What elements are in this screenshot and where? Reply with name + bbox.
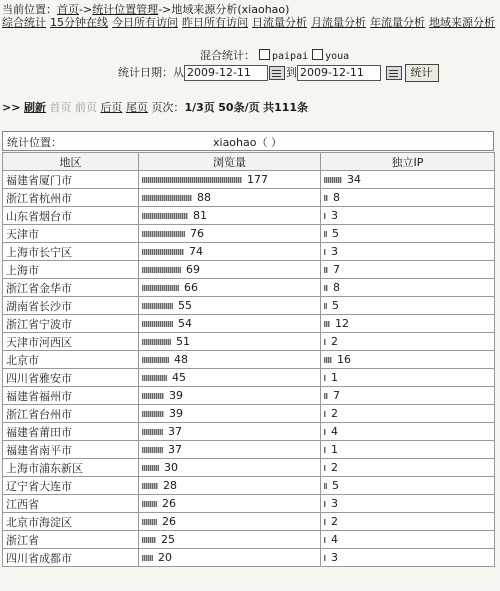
ip-bar (324, 213, 326, 219)
views-bar (142, 429, 163, 435)
breadcrumb-sep: -> (158, 3, 172, 16)
views-value: 48 (174, 353, 188, 366)
nav-region-source[interactable]: 地域来源分析 (429, 16, 495, 29)
table-header-row (3, 153, 495, 171)
prev-page-link[interactable]: 前页 (74, 101, 97, 114)
cell-region: 北京市海淀区 (3, 513, 139, 531)
cell-views (139, 189, 321, 207)
breadcrumb-prefix: 当前位置： (2, 3, 57, 16)
table-row (3, 495, 495, 513)
table-row (3, 189, 495, 207)
cell-ip (321, 495, 495, 513)
cell-ip (321, 549, 495, 567)
views-bar (142, 375, 167, 381)
cell-views (139, 405, 321, 423)
cell-region: 浙江省台州市 (3, 405, 139, 423)
cell-region: 湖南省长沙市 (3, 297, 139, 315)
ip-value: 1 (331, 443, 338, 456)
ip-value: 2 (331, 335, 338, 348)
breadcrumb-sep: -> (79, 3, 93, 16)
views-value: 20 (158, 551, 172, 564)
ip-bar (324, 321, 330, 327)
cell-region: 浙江省金华市 (3, 279, 139, 297)
ip-bar (324, 357, 332, 363)
ip-value: 5 (332, 227, 339, 240)
date-from-input[interactable]: 2009-12-11 (184, 65, 268, 81)
views-value: 26 (162, 515, 176, 528)
ip-value: 3 (331, 551, 338, 564)
cell-views (139, 549, 321, 567)
table-row (3, 315, 495, 333)
pager-prefix: >> (2, 101, 21, 114)
views-bar (142, 411, 164, 417)
views-bar (142, 339, 171, 345)
cell-ip (321, 477, 495, 495)
ip-value: 8 (333, 191, 340, 204)
views-bar (142, 285, 179, 291)
ip-bar (324, 303, 327, 309)
views-bar (142, 501, 157, 507)
table-row (3, 225, 495, 243)
cell-ip (321, 261, 495, 279)
views-bar (142, 555, 153, 561)
cell-region: 四川省雅安市 (3, 369, 139, 387)
cell-ip (321, 189, 495, 207)
cell-views (139, 423, 321, 441)
stats-nav (2, 14, 499, 30)
cell-views (139, 315, 321, 333)
cell-region: 山东省烟台市 (3, 207, 139, 225)
views-value: 26 (162, 497, 176, 510)
ip-value: 4 (331, 533, 338, 546)
ip-bar (324, 177, 342, 183)
cell-ip (321, 531, 495, 549)
views-bar (142, 231, 185, 237)
ip-bar (324, 231, 327, 237)
date-range (118, 64, 439, 82)
table-row (3, 441, 495, 459)
ip-bar (324, 267, 328, 273)
ip-bar (324, 465, 326, 471)
cell-region: 浙江省杭州市 (3, 189, 139, 207)
cell-region: 上海市 (3, 261, 139, 279)
table-row (3, 477, 495, 495)
ip-value: 2 (331, 515, 338, 528)
ip-bar (324, 195, 328, 201)
cell-region: 浙江省 (3, 531, 139, 549)
cell-ip (321, 315, 495, 333)
cell-region: 福建省莆田市 (3, 423, 139, 441)
nav-summary[interactable]: 综合统计 (2, 16, 46, 29)
table-body (3, 171, 495, 567)
cell-region: 天津市河西区 (3, 333, 139, 351)
region-table (2, 152, 495, 567)
ip-bar (324, 501, 326, 507)
cell-region: 福建省厦门市 (3, 171, 139, 189)
cell-region: 上海市浦东新区 (3, 459, 139, 477)
ip-bar (324, 375, 326, 381)
ip-bar (324, 519, 326, 525)
cell-views (139, 387, 321, 405)
views-value: 55 (178, 299, 192, 312)
views-value: 69 (186, 263, 200, 276)
cell-region: 四川省成都市 (3, 549, 139, 567)
ip-value: 2 (331, 461, 338, 474)
views-bar (142, 465, 159, 471)
ip-value: 7 (333, 389, 340, 402)
views-value: 74 (189, 245, 203, 258)
views-bar (142, 357, 169, 363)
views-bar (142, 447, 163, 453)
ip-bar (324, 447, 326, 453)
views-value: 76 (190, 227, 204, 240)
cell-views (139, 279, 321, 297)
cell-ip (321, 513, 495, 531)
breadcrumb-current: 地域来源分析(xiaohao) (171, 3, 290, 16)
nav-yesterday-visits[interactable]: 昨日所有访问 (182, 16, 248, 29)
page-info-label: 页次： (151, 101, 185, 114)
ip-bar (324, 411, 326, 417)
cell-views (139, 351, 321, 369)
views-bar (142, 537, 156, 543)
views-value: 81 (193, 209, 207, 222)
location-value: xiaohao（ ） (213, 136, 282, 149)
ip-value: 8 (333, 281, 340, 294)
nav-daily-traffic[interactable]: 日流量分析 (252, 16, 307, 29)
submit-button[interactable]: 统计 (405, 64, 439, 82)
table-row (3, 549, 495, 567)
table-row (3, 459, 495, 477)
views-value: 39 (169, 407, 183, 420)
views-value: 37 (168, 443, 182, 456)
table-row (3, 387, 495, 405)
checkbox-youa-label: youa (325, 51, 350, 62)
table-row (3, 513, 495, 531)
cell-ip (321, 405, 495, 423)
last-page-link[interactable]: 尾页 (125, 101, 148, 114)
breadcrumb-home-link[interactable]: 首页 (57, 3, 79, 16)
ip-bar (324, 249, 326, 255)
checkbox-paipai[interactable] (259, 49, 270, 60)
header-unique-ip: 独立IP (321, 153, 495, 171)
nav-today-visits[interactable]: 今日所有访问 (112, 16, 178, 29)
date-to-input[interactable]: 2009-12-11 (297, 65, 381, 81)
table-row (3, 333, 495, 351)
nav-yearly-traffic[interactable]: 年流量分析 (370, 16, 425, 29)
table-row (3, 405, 495, 423)
ip-value: 2 (331, 407, 338, 420)
ip-value: 3 (331, 209, 338, 222)
mix-stats (200, 47, 349, 63)
date-label: 统计日期：从 (118, 66, 184, 79)
cell-region: 北京市 (3, 351, 139, 369)
cell-ip (321, 279, 495, 297)
mix-label: 混合统计： (200, 49, 255, 62)
views-value: 28 (163, 479, 177, 492)
table-row (3, 369, 495, 387)
breadcrumb-parent-link[interactable]: 统计位置管理 (92, 3, 159, 16)
cell-region: 天津市 (3, 225, 139, 243)
ip-bar (324, 555, 326, 561)
views-value: 37 (168, 425, 182, 438)
ip-value: 4 (331, 425, 338, 438)
cell-ip (321, 171, 495, 189)
pager (2, 99, 308, 115)
cell-ip (321, 243, 495, 261)
cell-views (139, 261, 321, 279)
first-page-link[interactable]: 首页 (49, 101, 72, 114)
ip-bar (324, 483, 327, 489)
ip-bar (324, 393, 328, 399)
table-row (3, 423, 495, 441)
next-page-link[interactable]: 后页 (100, 101, 123, 114)
cell-views (139, 477, 321, 495)
views-value: 88 (197, 191, 211, 204)
cell-region: 福建省南平市 (3, 441, 139, 459)
cell-views (139, 459, 321, 477)
views-bar (142, 303, 173, 309)
table-row (3, 243, 495, 261)
checkbox-paipai-label: paipai (272, 51, 309, 62)
calendar-icon[interactable] (386, 66, 402, 80)
views-bar (142, 321, 173, 327)
ip-value: 1 (331, 371, 338, 384)
views-value: 177 (247, 173, 268, 186)
ip-bar (324, 537, 326, 543)
cell-views (139, 513, 321, 531)
views-bar (142, 483, 158, 489)
views-value: 39 (169, 389, 183, 402)
cell-ip (321, 351, 495, 369)
cell-ip (321, 297, 495, 315)
refresh-link[interactable]: 刷新 (23, 101, 46, 114)
views-value: 25 (161, 533, 175, 546)
cell-views (139, 297, 321, 315)
ip-value: 7 (333, 263, 340, 276)
header-views: 浏览量 (139, 153, 321, 171)
cell-views (139, 225, 321, 243)
location-row (2, 131, 494, 151)
cell-ip (321, 225, 495, 243)
views-value: 54 (178, 317, 192, 330)
cell-views (139, 495, 321, 513)
nav-online-15min[interactable]: 15分钟在线 (50, 16, 108, 29)
cell-ip (321, 423, 495, 441)
table-row (3, 207, 495, 225)
cell-views (139, 531, 321, 549)
per-page: 50条/页 (218, 101, 260, 114)
checkbox-youa[interactable] (312, 49, 323, 60)
cell-ip (321, 369, 495, 387)
ip-value: 16 (337, 353, 351, 366)
ip-bar (324, 339, 326, 345)
cell-views (139, 171, 321, 189)
views-bar (142, 519, 157, 525)
ip-bar (324, 429, 326, 435)
date-to-label: 到 (286, 66, 297, 79)
table-row (3, 279, 495, 297)
ip-value: 34 (347, 173, 361, 186)
cell-views (139, 441, 321, 459)
total-count: 共111条 (263, 101, 309, 114)
cell-region: 福建省福州市 (3, 387, 139, 405)
cell-ip (321, 207, 495, 225)
cell-region: 浙江省宁波市 (3, 315, 139, 333)
views-value: 30 (164, 461, 178, 474)
ip-value: 5 (332, 479, 339, 492)
views-bar (142, 249, 184, 255)
cell-ip (321, 441, 495, 459)
cell-ip (321, 387, 495, 405)
views-bar (142, 213, 188, 219)
views-value: 51 (176, 335, 190, 348)
page-info-value: 1/3页 (184, 101, 215, 114)
cell-ip (321, 459, 495, 477)
views-bar (142, 195, 192, 201)
cell-views (139, 369, 321, 387)
nav-monthly-traffic[interactable]: 月流量分析 (311, 16, 366, 29)
views-value: 66 (184, 281, 198, 294)
calendar-icon[interactable] (269, 66, 285, 80)
views-bar (142, 177, 242, 183)
ip-value: 5 (332, 299, 339, 312)
table-row (3, 261, 495, 279)
ip-value: 3 (331, 245, 338, 258)
cell-views (139, 333, 321, 351)
table-row (3, 297, 495, 315)
table-row (3, 171, 495, 189)
table-row (3, 351, 495, 369)
header-region: 地区 (3, 153, 139, 171)
ip-value: 12 (335, 317, 349, 330)
cell-region: 江西省 (3, 495, 139, 513)
views-bar (142, 393, 164, 399)
table-row (3, 531, 495, 549)
views-value: 45 (172, 371, 186, 384)
views-bar (142, 267, 181, 273)
cell-region: 上海市长宁区 (3, 243, 139, 261)
cell-views (139, 207, 321, 225)
cell-ip (321, 333, 495, 351)
ip-bar (324, 285, 328, 291)
location-label: 统计位置： (7, 136, 62, 149)
cell-views (139, 243, 321, 261)
cell-region: 辽宁省大连市 (3, 477, 139, 495)
ip-value: 3 (331, 497, 338, 510)
